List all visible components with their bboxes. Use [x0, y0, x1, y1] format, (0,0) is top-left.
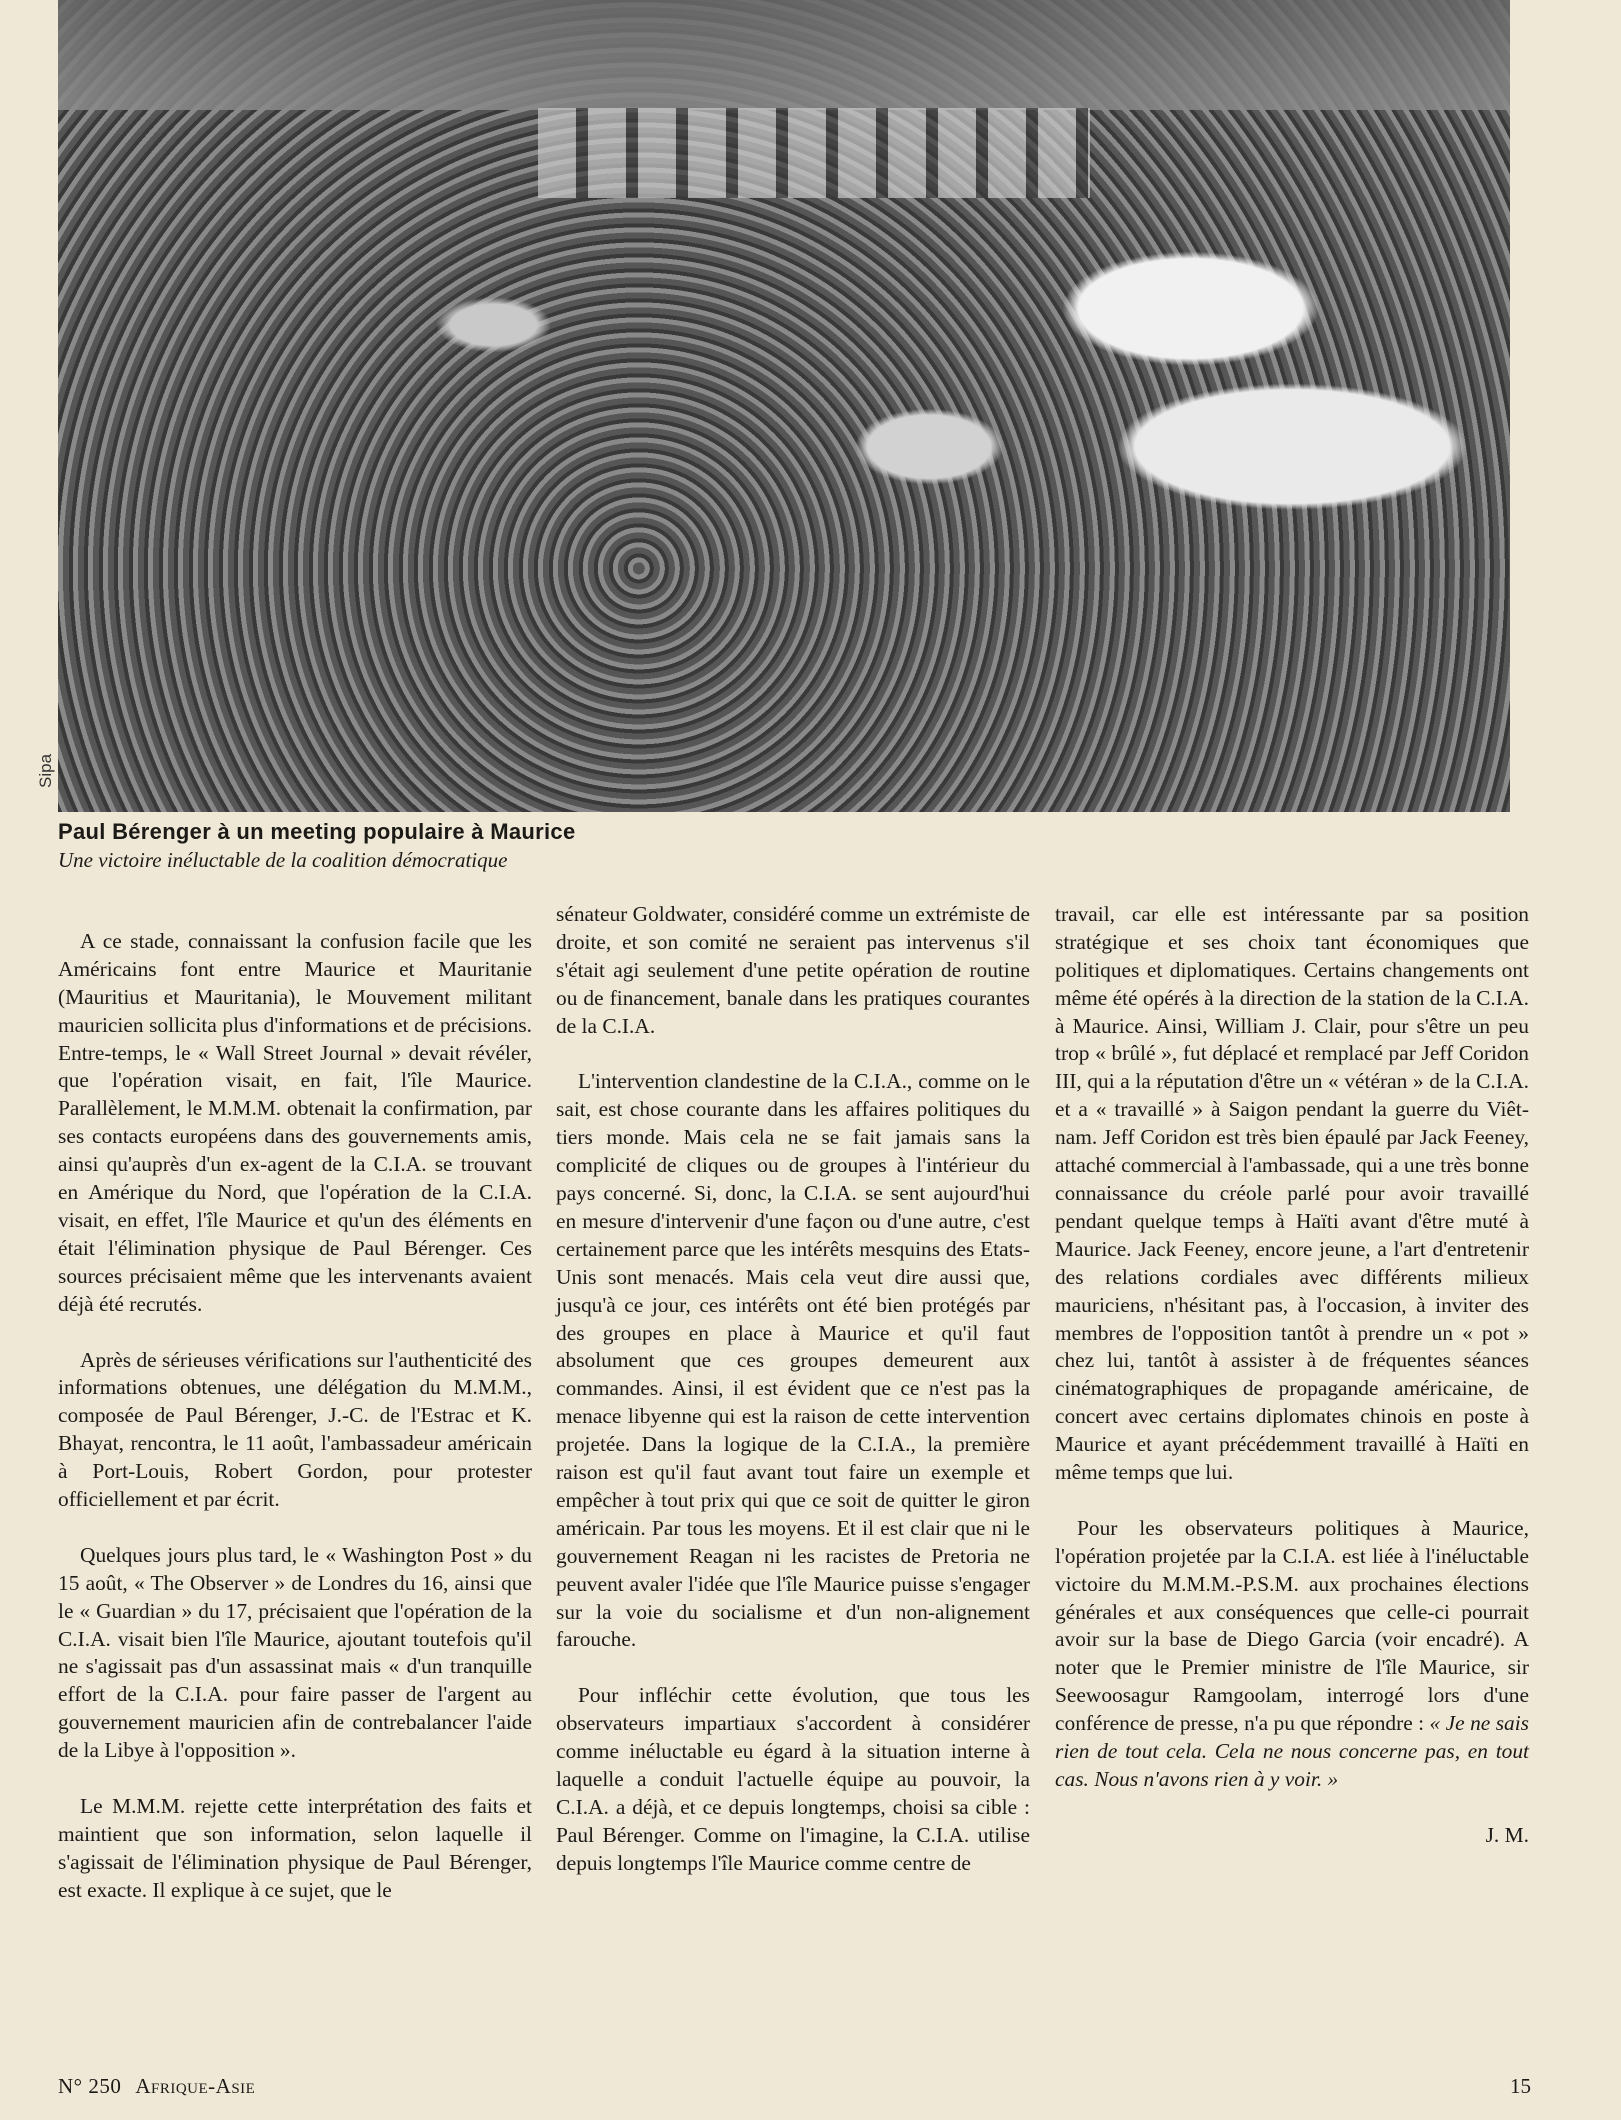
page-number: 15 [1510, 2074, 1531, 2098]
magazine-name: Afrique-Asie [135, 2074, 256, 2098]
paragraph: sénateur Goldwater, considéré comme un extrémiste de droite, et son comité ne seraient pas intervenus s'il s'était agi seulement d'une petite opération de routine ou de financement, banale dans les pratiques courantes de la C.I.A. [556, 901, 1030, 1038]
paragraph: travail, car elle est intéressante par sa position stratégique et ses choix tant économiques que politiques et diplomatiques. Certains changements ont même été opérés à la direction de la station de la C.I.A. à Maurice. Ainsi, William J. Clair, pour s'être un peu trop « brûlé », fut déplacé et remplacé par Jeff Coridon III, qui a la réputation d'être un « vétéran » de la C.I.A. et a « travaillé » à Saigon pendant la guerre du Viêt-nam. Jeff Coridon est très bien épaulé par Jack Feeney, attaché commercial à l'ambassade, qui a une très bonne connaissance du créole parlé pour avoir travaillé pendant quelque temps à Haïti avant d'être muté à Maurice. Jack Feeney, encore jeune, a l'art d'entretenir des relations cordiales avec différents milieux mauriciens, n'hésitant pas, à l'occasion, à inviter des membres de l'opposition tantôt à prendre un « pot » chez lui, tantôt à assister à de fréquentes séances cinématographiques de propagande américaine, de concert avec certains diplomates chinois en poste à Maurice et ayant précédemment travaillé à Haïti en même temps que lui. [1055, 901, 1529, 1485]
paragraph: Pour infléchir cette évolution, que tous les observateurs impartiaux s'accordent à considérer comme inéluctable eu égard à la situation interne à laquelle a conduit l'actuelle équipe au pouvoir, la C.I.A. a déjà, et ce depuis longtemps, choisi sa cible : Paul Bérenger. Comme on l'imagine, la C.I.A. utilise depuis longtemps l'île Maurice comme centre de [556, 1683, 1030, 1875]
footer-issue [58, 2074, 255, 2099]
rally-photo [58, 0, 1510, 812]
issue-number: N° 250 [58, 2074, 122, 2098]
caption-title: Paul Bérenger à un meeting populaire à Maurice [58, 819, 576, 844]
paragraph: Après de sérieuses vérifications sur l'authenticité des informations obtenues, une délégation du M.M.M., composée de Paul Bérenger, J.-C. de l'Estrac et K. Bhayat, rencontra, le 11 août, l'ambassadeur américain à Port-Louis, Robert Gordon, pour protester officiellement et par écrit. [58, 1347, 532, 1512]
paragraph: L'intervention clandestine de la C.I.A., comme on le sait, est chose courante dans les affaires politiques du tiers monde. Mais cela ne se fait jamais sans la complicité de cliques ou de groupes à l'intérieur du pays concerné. Si, donc, la C.I.A. se sent aujourd'hui en mesure d'intervenir d'une façon ou d'une autre, c'est certainement parce que les intérêts mesquins des Etats-Unis sont menacés. Mais cela veut dire aussi que, jusqu'à ce jour, ces intérêts ont été bien protégés par des groupes en place à Maurice et qu'il faut absolument que ces groupes demeurent aux commandes. Ainsi, il est évident que ce n'est pas la menace libyenne qui est la raison de cette intervention projetée. Dans la logique de la C.I.A., la première raison est qu'il faut avant tout faire un exemple et empêcher à tout prix qui que ce soit de quitter le giron américain. Par tous les moyens. Et il est clair que ni le gouvernement Reagan ni les racistes de Pretoria ne peuvent avaler l'idée que l'île Maurice puisse s'engager sur la voie du socialisme et d'un non-alignement farouche. [556, 1069, 1030, 1652]
caption-subtitle: Une victoire inéluctable de la coalition démocratique [58, 848, 508, 872]
paragraph: Le M.M.M. rejette cette interprétation des faits et maintient que son information, selon laquelle il s'agissait de l'élimination physique de Paul Bérenger, est exacte. Il explique à ce sujet, que le [58, 1794, 532, 1902]
quote: « Je ne sais rien de tout cela. Cela ne nous concerne pas, en tout cas. Nous n'avons rien à y voir. » [1055, 1711, 1529, 1791]
paragraph [1055, 1515, 1529, 1794]
column-1 [58, 900, 532, 1933]
author-signature: J. M. [1485, 1822, 1529, 1847]
column-2 [556, 873, 1030, 1933]
article-body [58, 900, 1529, 1933]
paragraph-text: Pour les observateurs politiques à Maurice, l'opération projetée par la C.I.A. est liée à l'inéluctable victoire du M.M.M.-P.S.M. aux prochaines élections générales et aux conséquences que celle-ci pourrait avoir sur la base de Diego Garcia (voir encadré). A noter que le Premier ministre de l'île Maurice, sir Seewoosagur Ramgoolam, interrogé lors d'une conférence de presse, n'a pu que répondre : [1055, 1515, 1529, 1736]
paragraph: A ce stade, connaissant la confusion facile que les Américains font entre Maurice et Mauritanie (Mauritius et Mauritania), le Mouvement militant mauricien sollicita plus d'informations et de précisions. Entre-temps, le « Wall Street Journal » devait révéler, que l'opération visait, en fait, l'île Maurice. Parallèlement, le M.M.M. obtenait la confirmation, par ses contacts européens dans des gouvernements amis, ainsi qu'auprès d'un ex-agent de la C.I.A. se trouvant en Amérique du Nord, que l'opération de la C.I.A. visait, en effet, l'île Maurice et qu'un des éléments en était l'élimination physique de Paul Bérenger. Ces sources précisaient même que les intervenants avaient déjà été recrutés. [58, 928, 532, 1316]
paragraph: Quelques jours plus tard, le « Washington Post » du 15 août, « The Observer » de Londres du 16, ainsi que le « Guardian » du 17, précisaient que l'opération de la C.I.A. visait bien l'île Maurice, ajoutant toutefois qu'il ne s'agissait pas d'un assassinat mais « d'un tranquille effort de la C.I.A. pour faire passer de l'argent au gouvernement mauricien afin de contrebalancer l'aide de la Libye à l'opposition ». [58, 1542, 532, 1763]
column-3 [1055, 873, 1529, 1933]
photo-credit: Sipa [36, 753, 55, 788]
